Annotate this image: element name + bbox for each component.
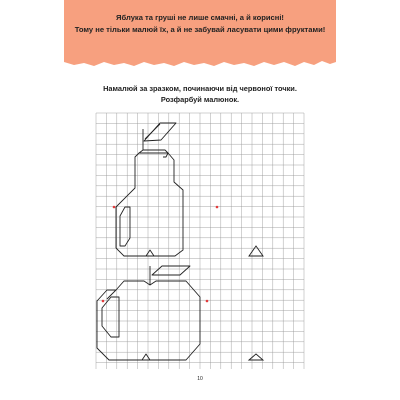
sample-triangles xyxy=(249,246,263,360)
header-line-2: Тому не тільки малюй їх, а й не забувай ласувати цими фруктами! xyxy=(74,25,326,34)
sample-triangle-bottom xyxy=(249,354,263,360)
start-dot-apple xyxy=(102,300,105,303)
instruction-line-2: Розфарбуй малюнок. xyxy=(160,95,240,104)
page-number: 10 xyxy=(197,376,203,382)
instruction-line-1: Намалюй за зразком, починаючи від червоної точки. xyxy=(103,84,297,93)
apple-outline xyxy=(97,266,200,360)
header-line-1: Яблука та груші не лише смачні, а й корисні! xyxy=(116,13,284,22)
pear-outline xyxy=(116,123,183,256)
start-dot-pear-copy xyxy=(216,206,219,209)
drawing-grid-area xyxy=(64,0,336,400)
sample-triangle-top xyxy=(249,246,263,256)
worksheet-page xyxy=(64,0,336,400)
start-dots xyxy=(102,206,219,303)
start-dot-pear xyxy=(113,206,116,209)
start-dot-apple-copy xyxy=(206,300,209,303)
